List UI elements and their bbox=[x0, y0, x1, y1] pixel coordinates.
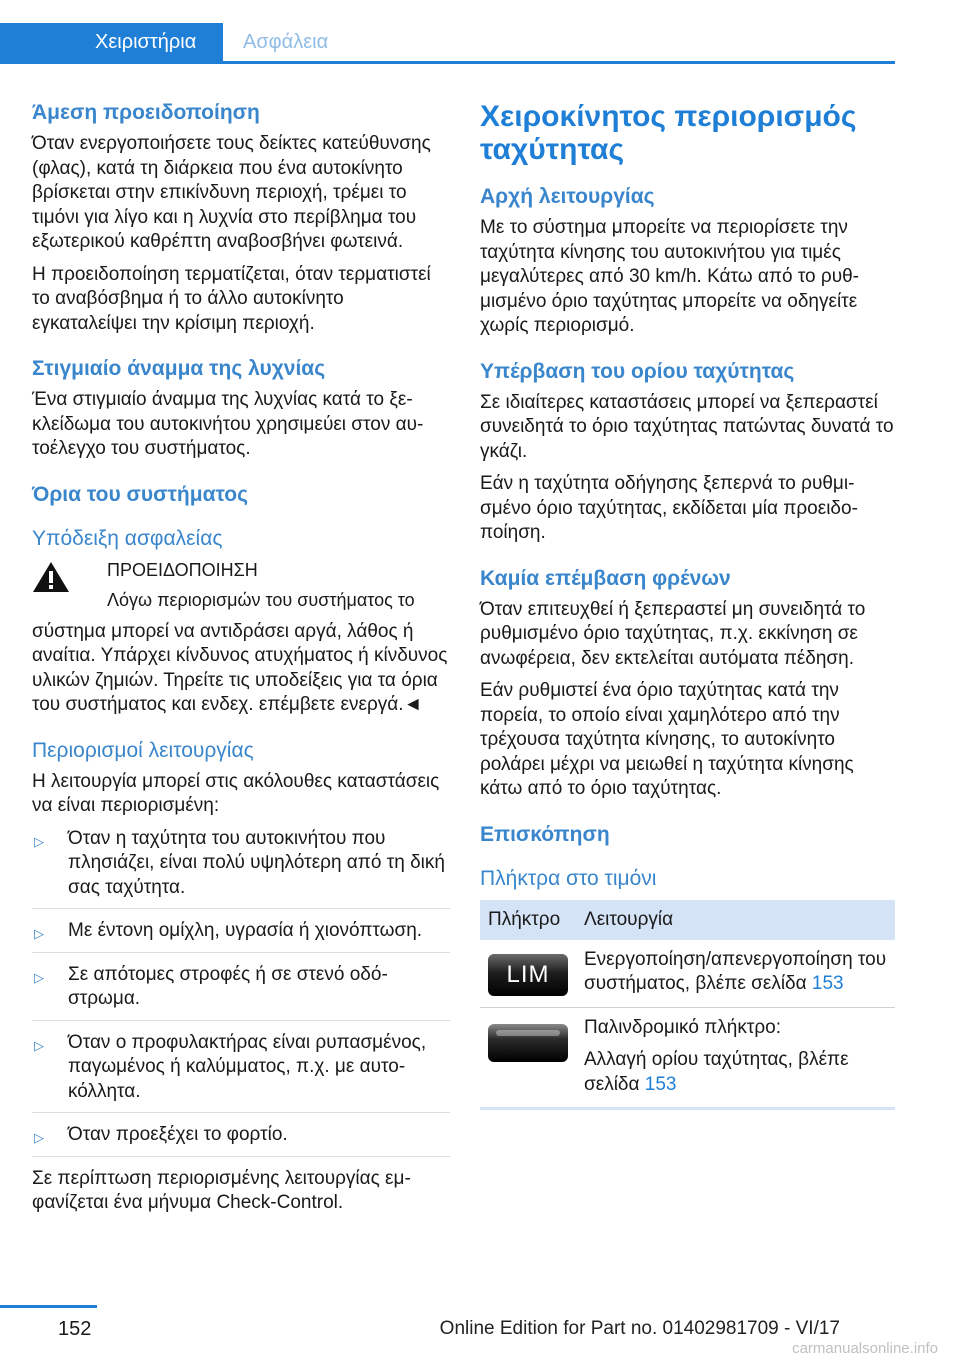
paragraph-exceed-2: Εάν η ταχύτητα οδήγησης ξεπερνά το ρυθμισμένο όριο ταχύτητας, εκδίδεται μία προειδοποίηση. bbox=[480, 473, 858, 543]
limitations-list bbox=[32, 827, 450, 1157]
page-link[interactable]: 153 bbox=[644, 1073, 677, 1095]
table-row bbox=[480, 1007, 895, 1109]
heading-overview: Επισκόπηση bbox=[480, 822, 610, 846]
heading-system-limits: Όρια του συστήματος bbox=[32, 482, 249, 506]
page-number: 152 bbox=[58, 1318, 92, 1340]
heading-lamp-flash: Στιγμιαίο άναμμα της λυχνίας bbox=[32, 357, 326, 380]
table-row bbox=[480, 940, 895, 1008]
warning-body: σύστημα μπορεί να αντιδράσει αργά, λάθος ή αναίτια. Υπάρχει κίνδυνος ατυχήματος ή κίνδυνος υλικών ζημιών. Τηρείτε τις υποδείξεις για τα όρια του συστήματος και ενδεχ. επέμβετε ενεργά.◄ bbox=[32, 620, 448, 715]
heading-direct-warning: Άμεση προειδοποίηση bbox=[32, 101, 260, 124]
left-column bbox=[32, 100, 450, 1224]
triangle-bullet-icon: ▷ bbox=[34, 926, 44, 941]
paragraph-principle: Με το σύστημα μπορείτε να περιορίσετε την ταχύτητα κίνησης του αυτοκινήτου για τιμές μεγαλύτερες από 30 km/h. Κάτω από το ρυθμισμένο όριο ταχύτητας μπορείτε να οδηγείτε χωρίς περιορισμό. bbox=[480, 217, 859, 336]
footer-rule bbox=[0, 1305, 97, 1308]
triangle-bullet-icon: ▷ bbox=[34, 969, 44, 985]
paragraph-no-brake-2: Εάν ρυθμιστεί ένα όριο ταχύτητας κατά την πορεία, το οποίο είναι χαμηλότερο από την τρέχουσα ταχύτητα κίνησης, το αυτοκίνητο ρολάρει μέχρι να μειωθεί η ταχύτητα κίνησης κάτω από το όριο ταχύτητας. bbox=[480, 680, 854, 799]
list-item: ▷ Όταν προεξέχει το φορτίο. bbox=[32, 1123, 450, 1157]
triangle-bullet-icon: ▷ bbox=[34, 1130, 44, 1145]
heading-steering-keys: Πλήκτρα στο τιμόνι bbox=[480, 866, 657, 890]
list-item: ▷ Όταν η ταχύτητα του αυτοκινήτου που πλησιάζει, είναι πολύ υψηλότερη από τη δική σας ταχύτητα. bbox=[32, 827, 450, 910]
paragraph-function-limits: Η λειτουργία μπορεί στις ακόλουθες καταστάσεις να είναι περιορισμένη: bbox=[32, 770, 440, 816]
warning-title: ΠΡΟΕΙΔΟΠΟΙΗΣΗ bbox=[107, 559, 258, 580]
paragraph-check-control: Σε περίπτωση περιορισμένης λειτουργίας εμφανίζεται ένα μήνυμα Check-Control. bbox=[32, 1167, 411, 1213]
heading-function-limits: Περιορισμοί λειτουργίας bbox=[32, 738, 254, 762]
paragraph-lamp-flash: Ένα στιγμιαίο άναμμα της λυχνίας κατά το ξεκλείδωμα του αυτοκινήτου χρησιμεύει στον αυτοέλεγχο του συστήματος. bbox=[32, 389, 424, 459]
row-function-text: Παλινδρομικό πλήκτρο: Αλλαγή ορίου ταχύτητας, βλέπε σελίδα 153 bbox=[576, 1007, 895, 1109]
paragraph-exceed-1: Σε ιδιαίτερες καταστάσεις μπορεί να ξεπεραστεί συνειδητά το όριο ταχύτητας πατώντας δυνατά το γκάζι. bbox=[480, 391, 894, 462]
column-header-key: Πλήκτρο bbox=[480, 900, 576, 940]
keys-table bbox=[480, 900, 895, 1111]
header-tabbar bbox=[0, 23, 895, 64]
paragraph-direct-warning-1: Όταν ενεργοποιήσετε τους δείκτες κατεύθυνσης (φλας), κατά τη διάρκεια που ένα αυτοκίνητο βρίσκεται στην επικίνδυνη περιοχή, τρέμει το τιμόνι για λίγο και η λυχνία στο περίβλημα του εξωτερικού καθρέπτη αναβοσβήνει φωτεινά. bbox=[32, 133, 431, 252]
column-header-function: Λειτουργία bbox=[576, 900, 895, 940]
triangle-bullet-icon: ▷ bbox=[34, 1037, 44, 1053]
watermark: carmanualsonline.info bbox=[792, 1340, 938, 1357]
paragraph-direct-warning-2: Η προειδοποίηση τερματίζεται, όταν τερματιστεί το αναβόσβημα ή το άλλο αυτοκίνητο εγκαταλείψει την κρίσιμη περιοχή. bbox=[32, 263, 431, 334]
heading-safety-note: Υπόδειξη ασφαλείας bbox=[32, 526, 223, 550]
lim-button-icon: LIM bbox=[488, 954, 568, 996]
heading-no-brake: Καμία επέμβαση φρένων bbox=[480, 566, 731, 590]
heading-exceed-limit: Υπέρβαση του ορίου ταχύτητας bbox=[480, 359, 795, 383]
tab-controls[interactable]: Χειριστήρια bbox=[0, 23, 223, 61]
warning-triangle-icon bbox=[32, 560, 70, 594]
section-title-speed-limiter: Χειροκίνητος περιορισμός ταχύτητας bbox=[480, 100, 857, 166]
tab-safety[interactable]: Ασφάλεια bbox=[243, 31, 329, 53]
right-column bbox=[480, 100, 898, 1110]
warning-box bbox=[32, 558, 450, 612]
triangle-bullet-icon: ▷ bbox=[34, 833, 44, 849]
paragraph-no-brake-1: Όταν επιτευχθεί ή ξεπεραστεί μη συνειδητά το ρυθμισμένο όριο ταχύτητας, π.χ. εκκίνηση σε ανωφέρεια, δεν εκτελείται αυτόματα πέδηση. bbox=[480, 598, 866, 669]
row-function-text: Ενεργοποίηση/απενεργοποίηση του συστήματος, βλέπε σελίδα 153 bbox=[576, 940, 895, 1008]
warning-first-line: Λόγω περιορισμών του συστήματος το bbox=[107, 589, 415, 610]
edition-info: Online Edition for Part no. 01402981709 - VI/17 bbox=[439, 1318, 840, 1339]
page-link[interactable]: 153 bbox=[811, 973, 844, 994]
rocker-switch-icon bbox=[488, 1024, 568, 1062]
list-item: ▷ Με έντονη ομίχλη, υγρασία ή χιονόπτωση. bbox=[32, 919, 450, 953]
list-item: ▷ Σε απότομες στροφές ή σε στενό οδόστρωμα. bbox=[32, 963, 450, 1021]
list-item: ▷ Όταν ο προφυλακτήρας είναι ρυπασμένος, παγωμένος ή καλύμματος, π.χ. με αυτοκόλλητα. bbox=[32, 1031, 450, 1114]
heading-principle: Αρχή λειτουργίας bbox=[480, 185, 655, 208]
